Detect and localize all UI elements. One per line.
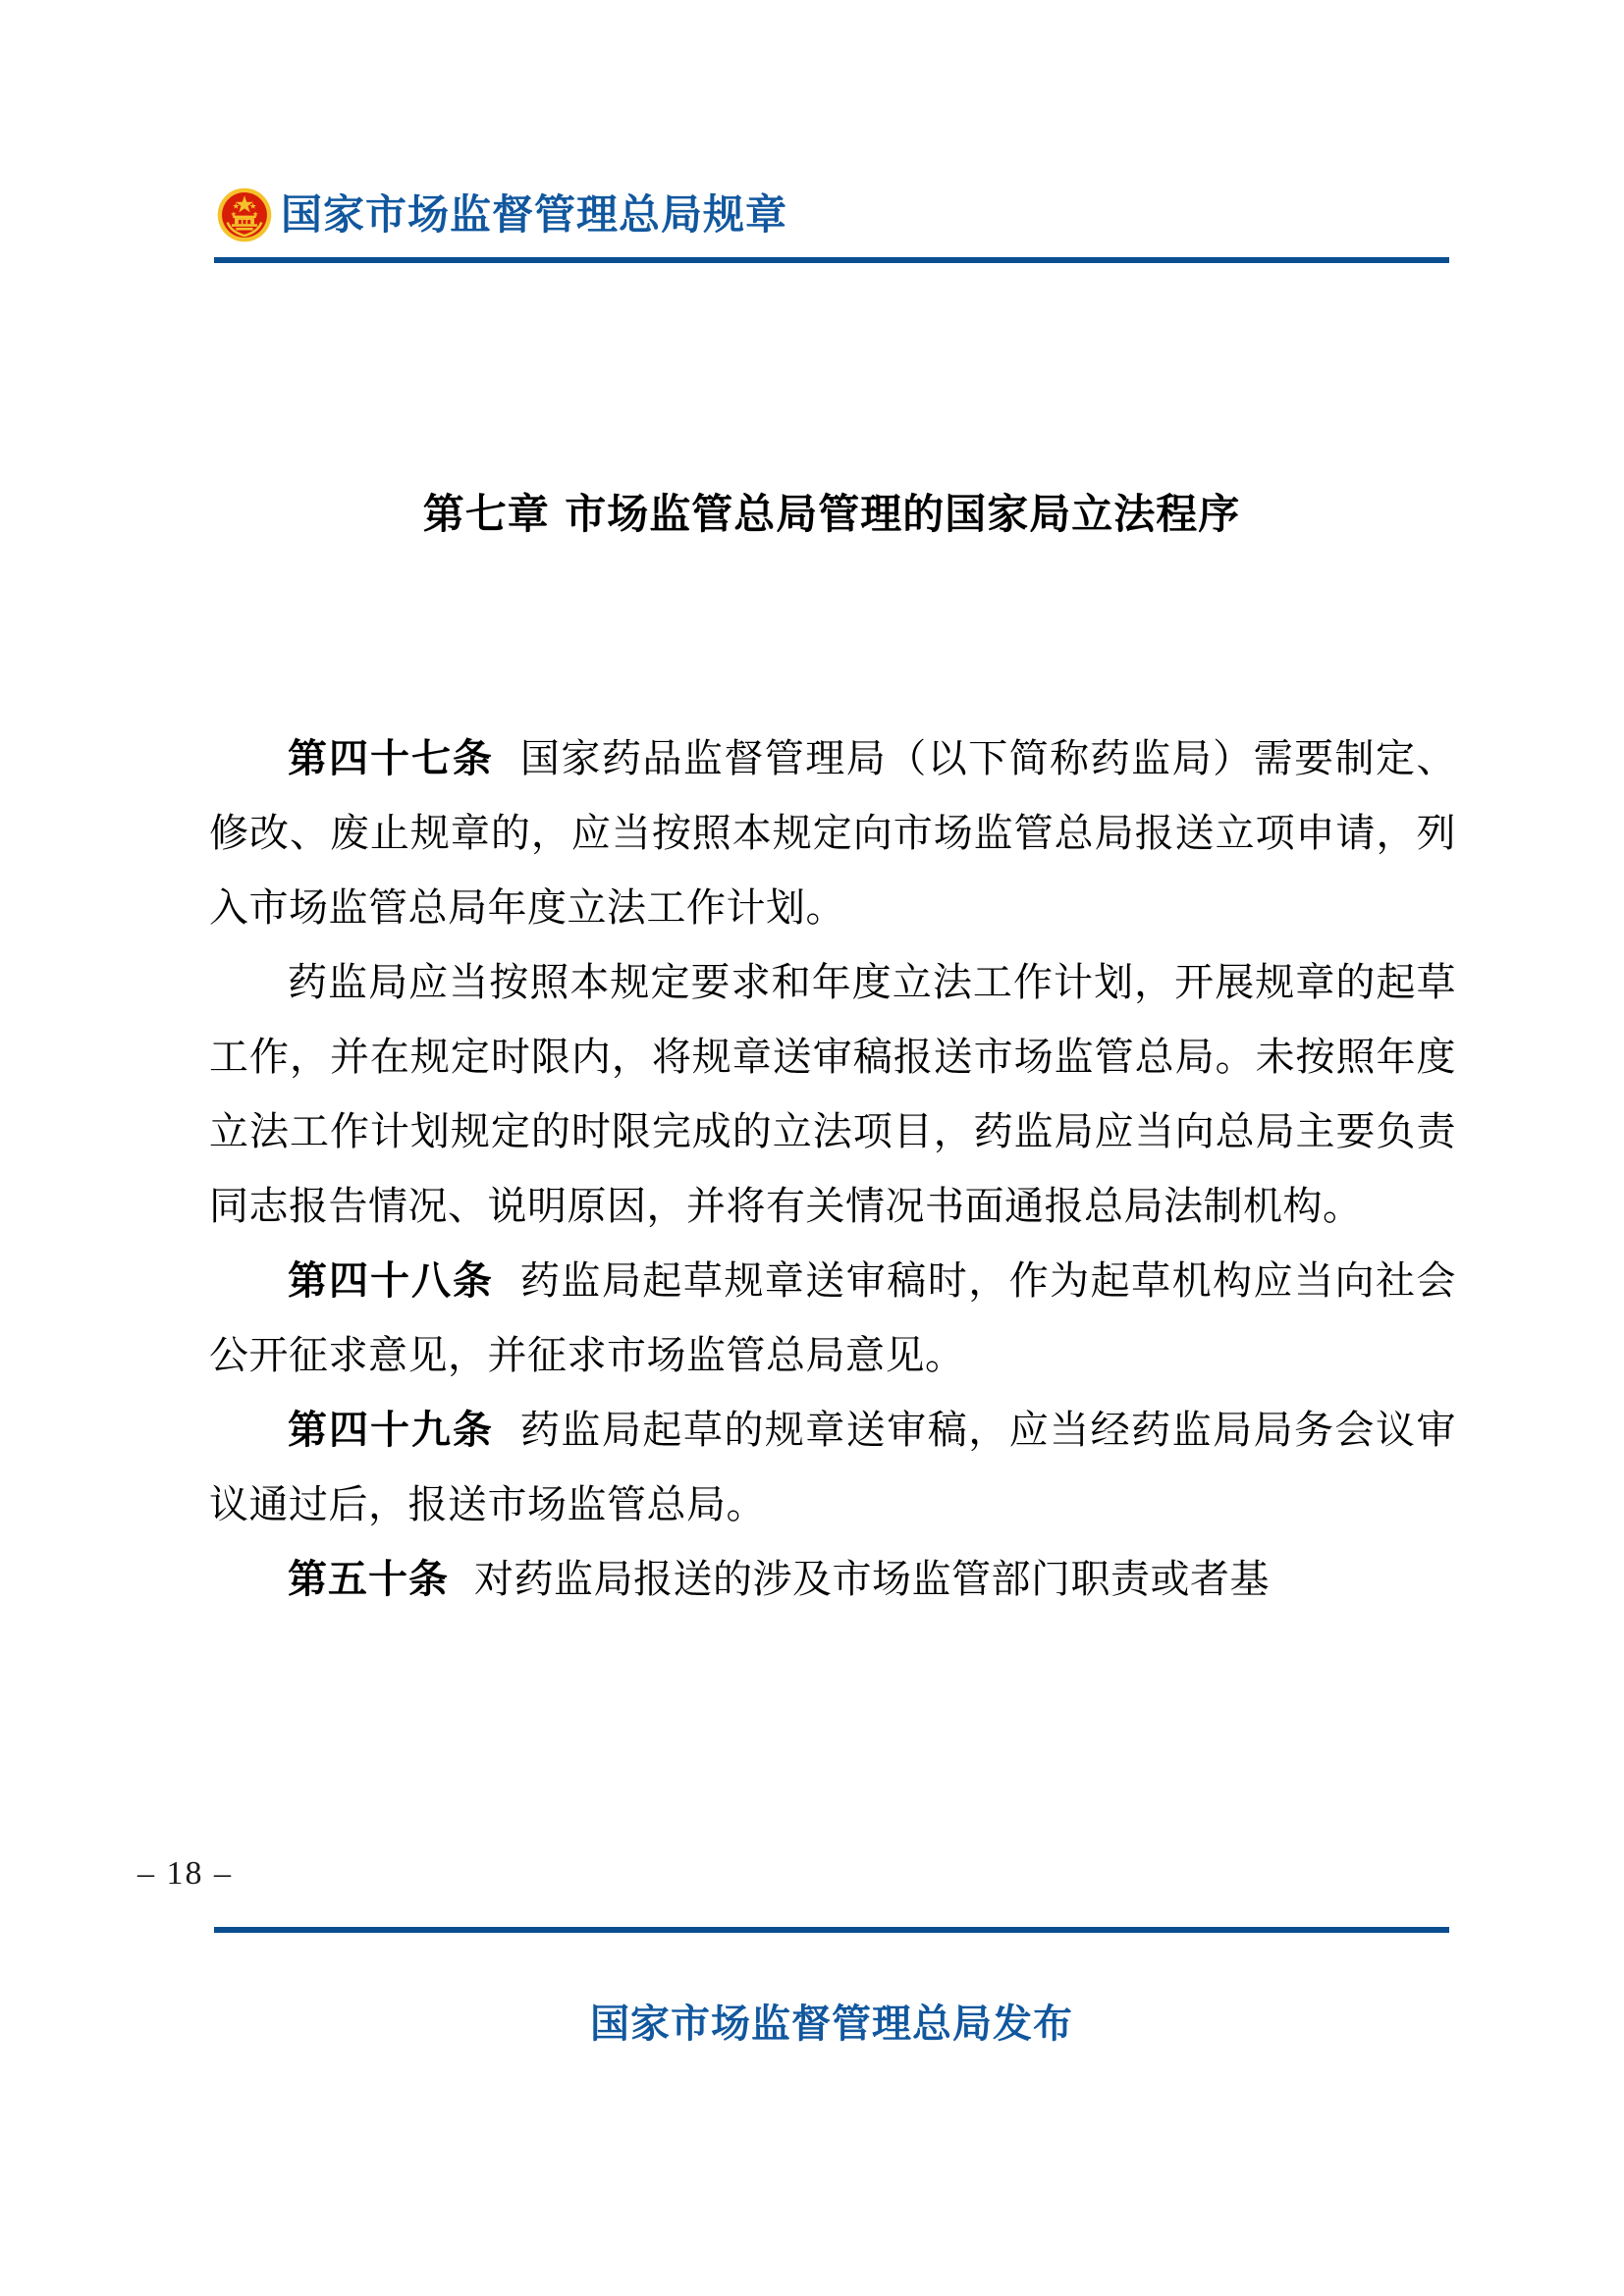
article-text: 药监局应当按照本规定要求和年度立法工作计划，开展规章的起草工作，并在规定时限内，将规章送审稿报送市场监管总局。未按照年度立法工作计划规定的时限完成的立法项目，药监局应当向总局主要负责同志报告情况、说明原因，并将有关情况书面通报总局法制机构。 bbox=[209, 960, 1456, 1229]
article-paragraph bbox=[209, 1393, 1456, 1542]
article-paragraph bbox=[209, 1542, 1456, 1617]
article-text: 药监局起草规章送审稿时，作为起草机构应当向社会公开征求意见，并征求市场监管总局意见。 bbox=[209, 1258, 1457, 1378]
document-header bbox=[214, 175, 1449, 255]
chapter-heading: 第七章 市场监管总局管理的国家局立法程序 bbox=[422, 490, 1241, 539]
article-text: 对药监局报送的涉及市场监管部门职责或者基 bbox=[474, 1557, 1270, 1602]
article-number: 第四十八条 bbox=[288, 1258, 494, 1304]
footer-publisher: 国家市场监督管理总局发布 bbox=[590, 2002, 1073, 2046]
article-number: 第四十九条 bbox=[288, 1408, 494, 1453]
page-title: 国家市场监督管理总局规章 bbox=[281, 191, 788, 238]
article-text: 国家药品监督管理局（以下简称药监局）需要制定、修改、废止规章的，应当按照本规定向市场监管总局报送立项申请，列入市场监管总局年度立法工作计划。 bbox=[209, 736, 1457, 931]
article-number: 第五十条 bbox=[288, 1557, 449, 1602]
document-body bbox=[209, 721, 1456, 1617]
article-number: 第四十七条 bbox=[288, 736, 494, 781]
page-number: – 18 – bbox=[137, 1855, 233, 1892]
article-paragraph bbox=[209, 721, 1456, 945]
article-paragraph bbox=[209, 1244, 1456, 1393]
footer-divider bbox=[214, 1927, 1449, 1933]
header-divider bbox=[214, 257, 1449, 263]
article-text: 药监局起草的规章送审稿，应当经药监局局务会议审议通过后，报送市场监管总局。 bbox=[209, 1408, 1457, 1527]
article-paragraph bbox=[209, 945, 1456, 1244]
national-emblem-icon bbox=[214, 185, 275, 245]
